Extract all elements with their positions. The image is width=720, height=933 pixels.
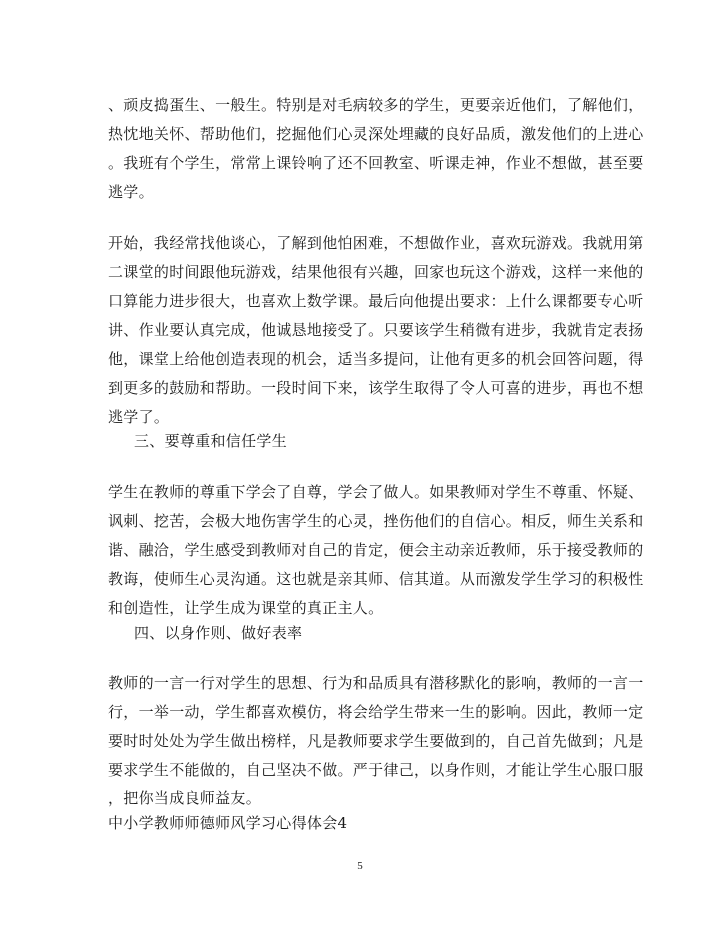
paragraph-line: 。我班有个学生，常常上课铃响了还不回教室、听课走神，作业不想做，甚至要 [108,154,644,172]
paragraph-line: 行，一举一动，学生都喜欢模仿，将会给学生带来一生的影响。因此，教师一定 [108,703,644,721]
paragraph-line: 开始，我经常找他谈心，了解到他怕困难，不想做作业，喜欢玩游戏。我就用第 [108,234,644,252]
paragraph-line: 和创造性，让学生成为课堂的真正主人。 [108,599,384,617]
paragraph-line: 要求学生不能做的，自己坚决不做。严于律己，以身作则，才能让学生心服口服 [108,761,644,779]
paragraph-line: ，把你当成良师益友。 [108,789,262,807]
paragraph-line: 教师的一言一行对学生的思想、行为和品质具有潜移默化的影响，教师的一言一 [108,674,644,692]
page-number: 5 [357,860,363,872]
paragraph-line: 他，课堂上给他创造表现的机会，适当多提问，让他有更多的机会回答问题，得 [108,350,644,368]
paragraph-line: 、顽皮捣蛋生、一般生。特别是对毛病较多的学生，更要亲近他们，了解他们， [108,96,644,114]
paragraph-line: 逃学。 [108,183,154,201]
paragraph-line: 二课堂的时间跟他玩游戏，结果他很有兴趣，回家也玩这个游戏，这样一来他的 [108,263,644,281]
section-heading-4: 四、以身作则、做好表率 [134,624,303,642]
paragraph-line: 教诲，使师生心灵沟通。这也就是亲其师、信其道。从而激发学生学习的积极性 [108,570,644,588]
section-heading-3: 三、要尊重和信任学生 [134,432,288,450]
paragraph-line: 谐、融洽，学生感受到教师对自己的肯定，便会主动亲近教师，乐于接受教师的 [108,541,644,559]
paragraph-line: 热忱地关怀、帮助他们，挖掘他们心灵深处埋藏的良好品质，激发他们的上进心 [108,125,644,143]
paragraph-line: 讽刺、挖苦，会极大地伤害学生的心灵，挫伤他们的自信心。相反，师生关系和 [108,512,644,530]
paragraph-line: 到更多的鼓励和帮助。一段时间下来，该学生取得了令人可喜的进步，再也不想 [108,379,644,397]
paragraph-line: 学生在教师的尊重下学会了自尊，学会了做人。如果教师对学生不尊重、怀疑、 [108,483,644,501]
next-article-title: 中小学教师师德师风学习心得体会4 [108,814,348,832]
paragraph-line: 逃学了。 [108,408,170,426]
paragraph-line: 口算能力进步很大，也喜欢上数学课。最后向他提出要求：上什么课都要专心听 [108,292,644,310]
paragraph-line: 要时时处处为学生做出榜样，凡是教师要求学生要做到的，自己首先做到；凡是 [108,732,644,750]
paragraph-line: 讲、作业要认真完成，他诚恳地接受了。只要该学生稍微有进步，我就肯定表扬 [108,321,644,339]
